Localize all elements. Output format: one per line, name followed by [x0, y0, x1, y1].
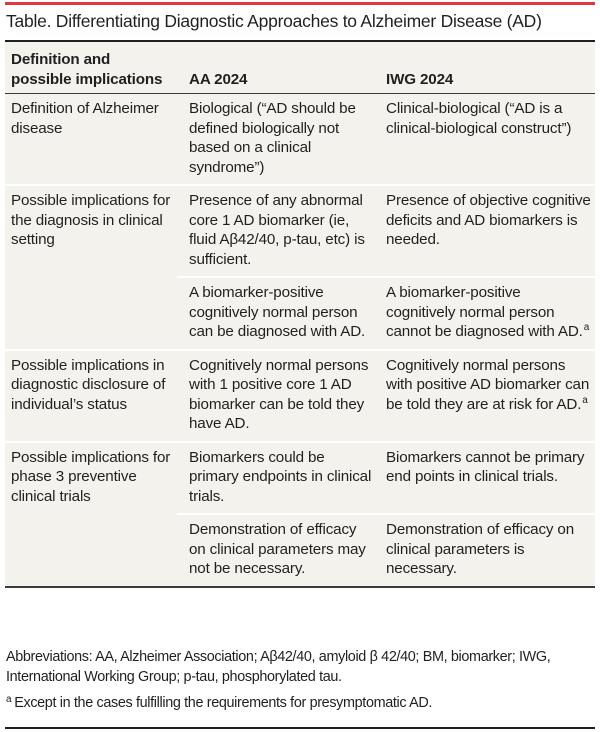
table-footer	[6, 647, 596, 713]
aa-cell: Cognitively normal persons with 1 positive core 1 AD biomarker can be told they have AD.	[177, 350, 376, 442]
footnote-marker: a	[583, 322, 590, 333]
iwg-cell	[376, 185, 595, 277]
table-row	[5, 350, 595, 442]
header-row	[5, 42, 595, 94]
table-row	[5, 442, 595, 515]
iwg-cell-text: Cognitively normal persons with positive AD biomarker can be told they are at risk for AD.	[386, 356, 590, 413]
table-title: Table. Differentiating Diagnostic Approaches to Alzheimer Disease (AD)	[6, 11, 542, 31]
column-header-definition: Definition and possible implications	[5, 42, 177, 94]
iwg-cell	[376, 94, 595, 186]
row-label: Possible implications in diagnostic disclosure of individual’s status	[5, 350, 177, 442]
iwg-cell-text: Presence of objective cognitive deficits and AD biomarkers is needed.	[386, 192, 591, 248]
aa-cell: Biological (“AD should be defined biologically not based on a clinical syndrome”)	[189, 100, 356, 176]
row-label: Possible implications for phase 3 preventive clinical trials	[5, 442, 177, 586]
bottom-rule	[5, 727, 595, 729]
footnote-marker: a	[582, 394, 588, 406]
iwg-cell	[376, 442, 595, 515]
comparison-table	[5, 42, 595, 586]
aa-cell: Biomarkers could be primary endpoints in clinical trials.	[177, 442, 376, 515]
column-header-iwg-2024: IWG 2024	[376, 42, 595, 94]
footnote-a	[6, 693, 596, 713]
aa-cell: Presence of any abnormal core 1 AD biomarker (ie, fluid Aβ42/40, p-tau, etc) is sufficient.	[177, 185, 376, 277]
column-header-aa-2024: AA 2024	[177, 42, 376, 94]
table-row	[5, 185, 595, 277]
table-row	[5, 94, 595, 186]
abbreviations-note: Abbreviations: AA, Alzheimer Association; Aβ42/40, amyloid β 42/40; BM, biomarker; IWG, International Working Group; p-tau, phosphorylated tau.	[6, 649, 551, 685]
iwg-cell	[376, 514, 595, 586]
iwg-cell-text: Demonstration of efficacy on clinical parameters is necessary.	[386, 521, 574, 577]
iwg-cell	[376, 350, 595, 442]
comparison-table-container	[5, 40, 595, 588]
iwg-cell	[376, 277, 595, 350]
iwg-cell-text: A biomarker-positive cognitively normal person cannot be diagnosed with AD.	[386, 284, 583, 340]
iwg-cell-text: Biomarkers cannot be primary end points in clinical trials.	[386, 448, 585, 485]
row-label: Possible implications for the diagnosis in clinical setting	[5, 185, 177, 350]
top-accent-rule	[5, 2, 595, 5]
row-label: Definition of Alzheimer disease	[11, 100, 159, 137]
iwg-cell-text: Clinical-biological (“AD is a clinical-biological construct”)	[386, 100, 572, 137]
footnote-text: Except in the cases fulfilling the requirements for presymptomatic AD.	[14, 695, 433, 711]
footnote-marker: a	[6, 694, 12, 705]
aa-cell: Demonstration of efficacy on clinical parameters may not be necessary.	[177, 514, 376, 586]
aa-cell: A biomarker-positive cognitively normal person can be diagnosed with AD.	[177, 277, 376, 350]
